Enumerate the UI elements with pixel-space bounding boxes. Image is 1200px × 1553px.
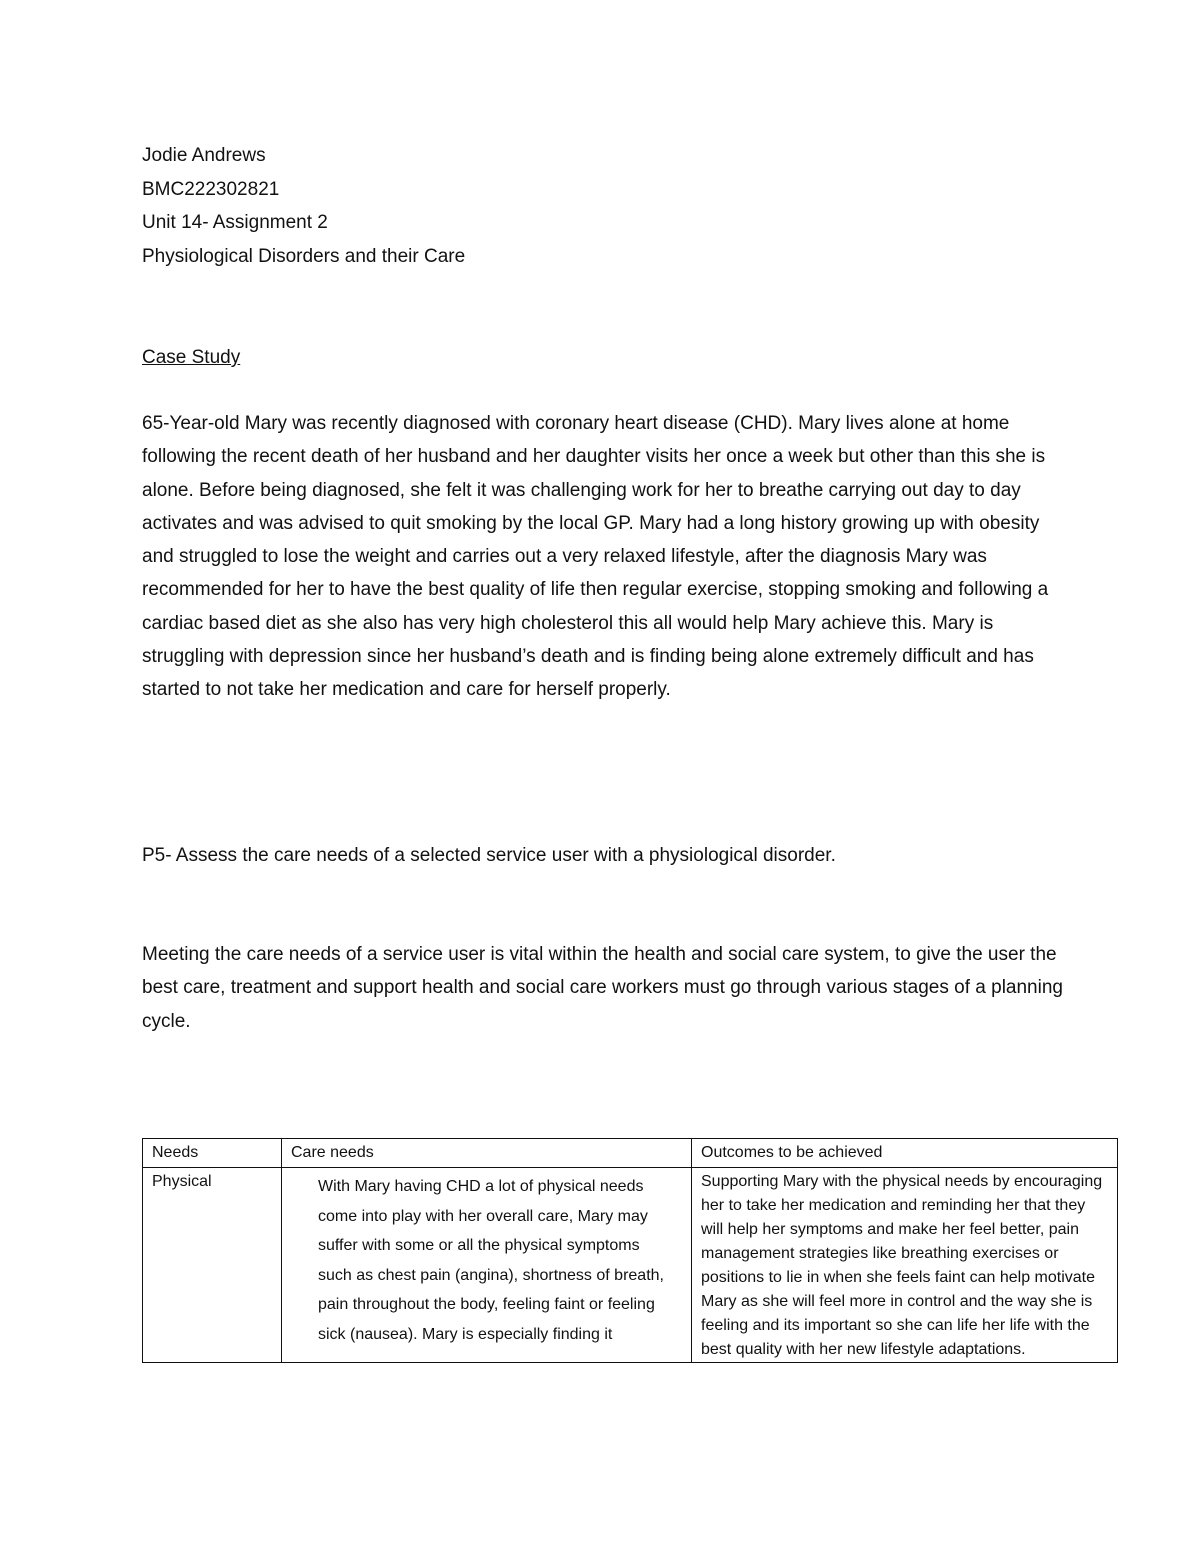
care-needs-cell: With Mary having CHD a lot of physical needs come into play with her overall care, Mary may suffer with some or all the physical symptoms such as chest pain (angina), shortness of breath, pain throughout the body, feeling faint or feeling sick (nausea). Mary is especially finding it [282, 1168, 692, 1363]
header-outcomes: Outcomes to be achieved [692, 1139, 1118, 1168]
need-cell: Physical [143, 1168, 282, 1363]
case-study-paragraph: 65-Year-old Mary was recently diagnosed with coronary heart disease (CHD). Mary lives alone at home following the recent death of her husband and her daughter visits her once a week but other than this she is alone. Before being diagnosed, she felt it was challenging work for her to breathe carrying out day to day activates and was advised to quit smoking by the local GP. Mary had a long history growing up with obesity and struggled to lose the weight and carries out a very relaxed lifestyle, after the diagnosis Mary was recommended for her to have the best quality of life then regular exercise, stopping smoking and following a cardiac based diet as she also has very high cholesterol this all would help Mary achieve this. Mary is struggling with depression since her husband’s death and is finding being alone extremely difficult and has started to not take her medication and care for herself properly. [142, 413, 1049, 701]
student-id: BMC222302821 [142, 179, 280, 200]
table-row [143, 1168, 1118, 1363]
intro-paragraph: Meeting the care needs of a service user is vital within the health and social care system, to give the user the best care, treatment and support health and social care workers must go through various stages of a planning cycle. [142, 944, 1063, 1032]
task-heading: P5- Assess the care needs of a selected service user with a physiological disorder. [142, 845, 836, 866]
header-care-needs: Care needs [282, 1139, 692, 1168]
subject-title: Physiological Disorders and their Care [142, 246, 466, 267]
unit-title: Unit 14- Assignment 2 [142, 212, 328, 233]
header-needs: Needs [143, 1139, 282, 1168]
outcome-cell: Supporting Mary with the physical needs by encouraging her to take her medication and reminding her that they will help her symptoms and make her feel better, pain management strategies like breathing exercises or positions to lie in when she feels faint can help motivate Mary as she will feel more in control and the way she is feeling and its important so she can life her life with the best quality with her new lifestyle adaptations. [692, 1168, 1118, 1363]
care-needs-table [142, 1138, 1118, 1363]
table-header-row [143, 1139, 1118, 1168]
author-name: Jodie Andrews [142, 145, 266, 166]
case-study-heading: Case Study [142, 347, 241, 368]
